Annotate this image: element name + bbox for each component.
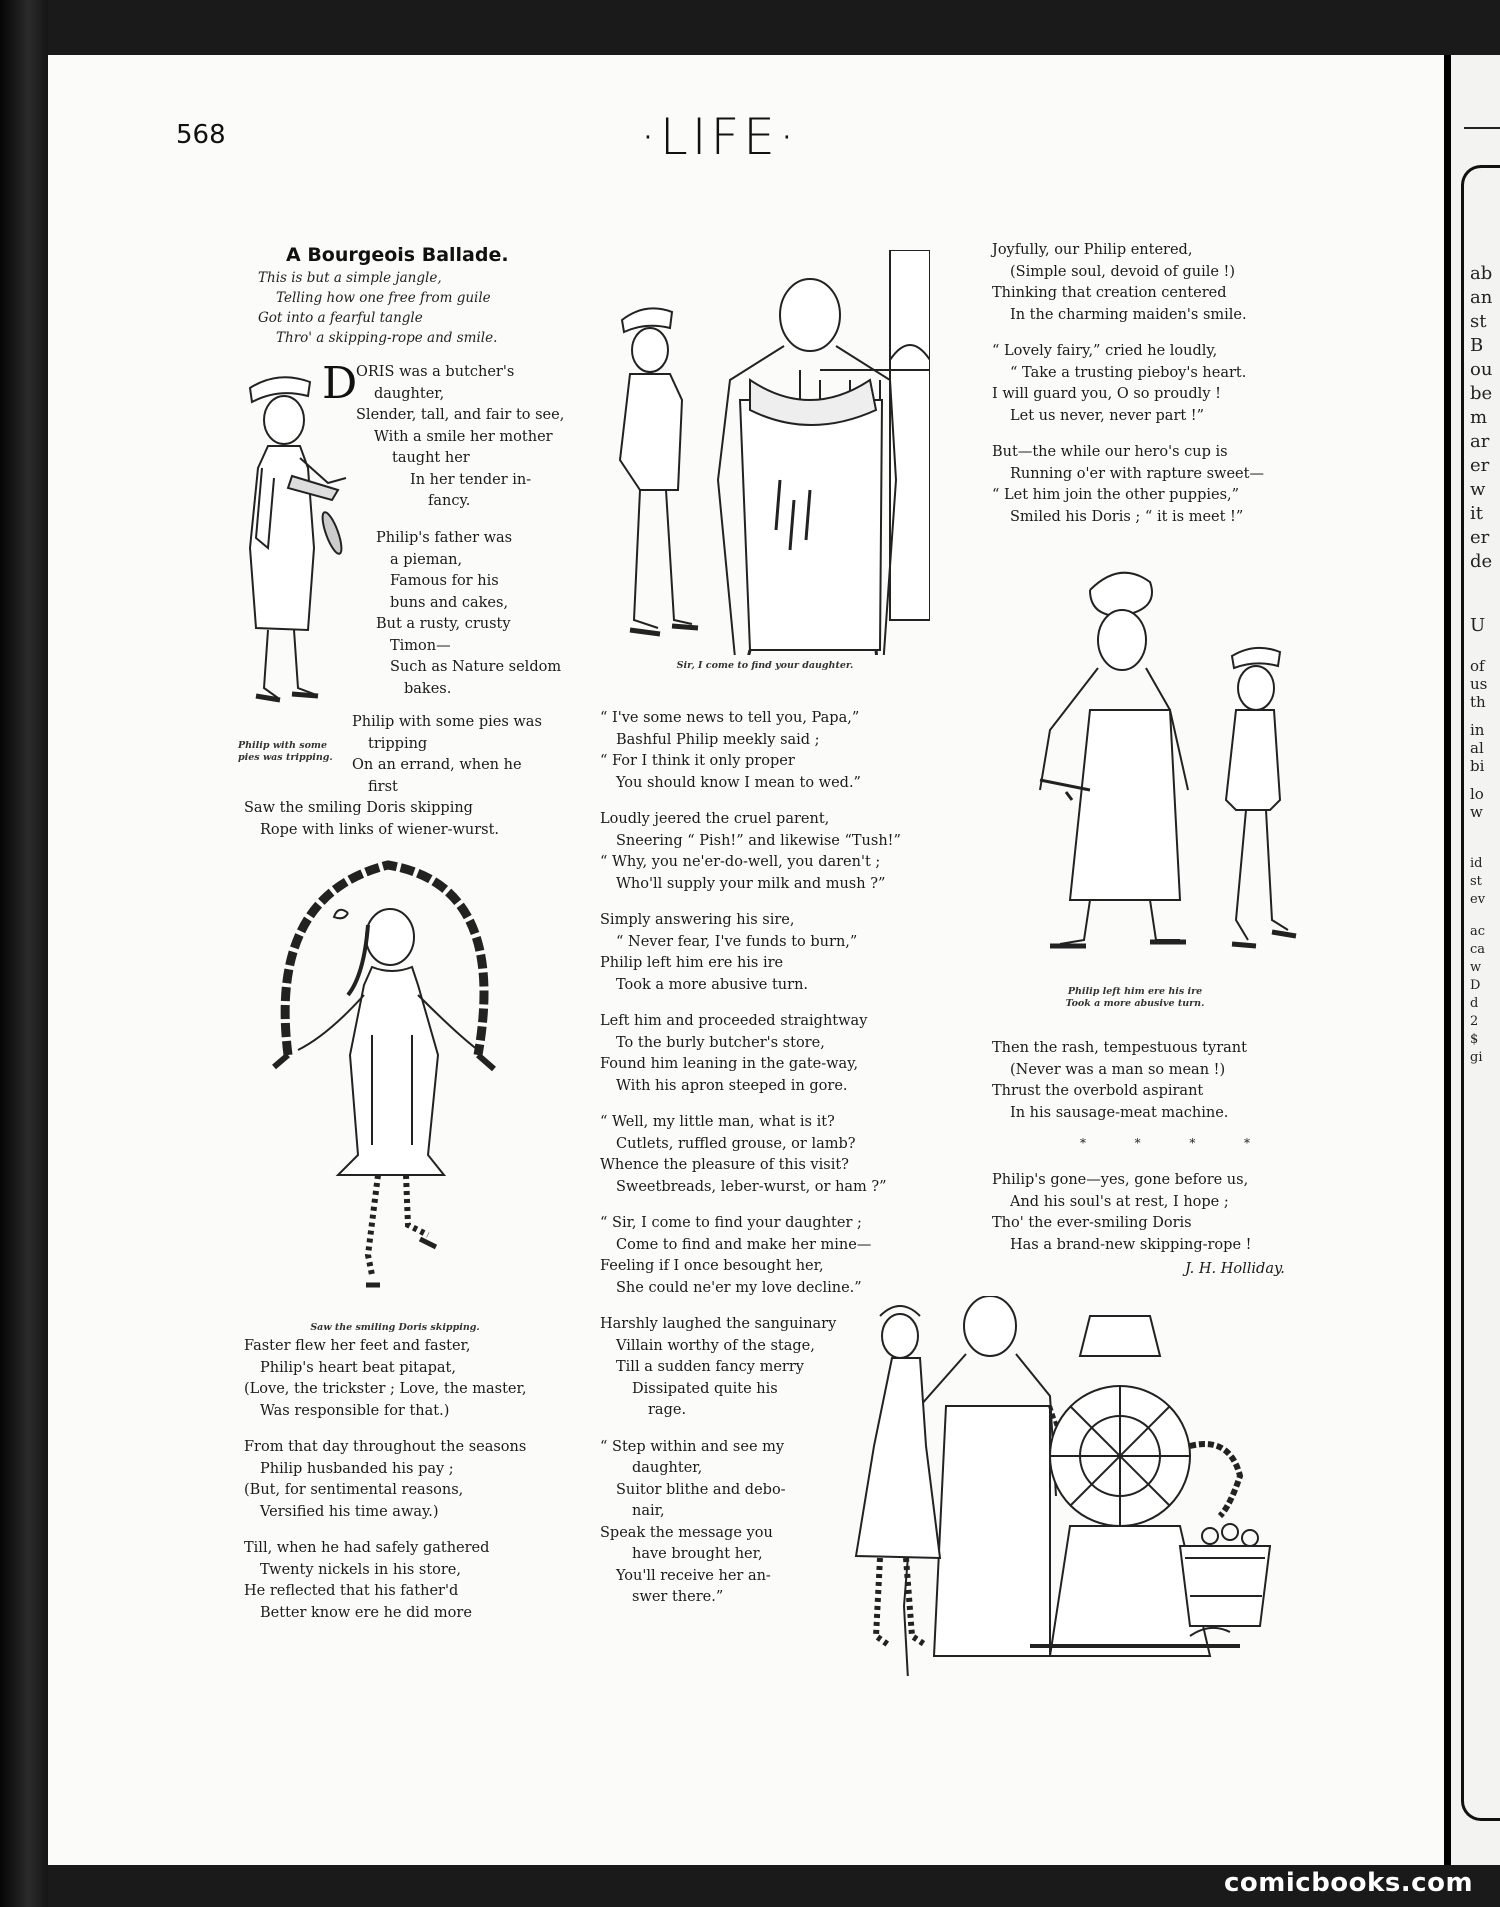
verse-line: Timon— [390,637,451,654]
verse-line: “ I've some news to tell you, Papa,” [600,710,860,726]
verse-line: I will guard you, O so proudly ! [992,386,1221,402]
facing-page-fragment: w [1470,960,1482,975]
masthead-life: ·LIFE· [640,108,799,166]
verse-line: rage. [648,1402,687,1418]
facing-page-fragment: B [1470,335,1484,356]
verse-line: Smiled his Doris ; “ it is meet !” [1010,508,1244,525]
verse-line: In her tender in- [410,471,532,488]
verse-line: Joyfully, our Philip entered, [992,242,1193,258]
verse-line: Saw the smiling Doris skipping [244,800,473,816]
facing-page-fragment: w [1470,479,1486,500]
facing-page-fragment: m [1470,407,1488,428]
author-signature: J. H. Holliday. [1185,1261,1285,1277]
verse-line: Bashful Philip meekly said ; [616,731,820,748]
star: * [1189,1136,1196,1150]
verse-line: Whence the pleasure of this visit? [600,1157,849,1173]
verse-line: Philip's father was [376,530,513,546]
verse-line: Thinking that creation centered [992,285,1227,301]
stanza-gap [600,996,940,1011]
section-break-stars [1080,1136,1250,1150]
verse-line: Philip husbanded his pay ; [260,1460,454,1477]
illustration-philip-father [1010,560,1300,970]
verse-line: And his soul's at rest, I hope ; [1010,1193,1229,1210]
facing-page-edge [1444,55,1500,1865]
verse-line: Such as Nature seldom [390,659,562,675]
stanza-col3-a [992,240,1302,528]
facing-page-fragment: bi [1470,757,1485,775]
facing-page-fragment: al [1470,739,1484,757]
verse-line: ORIS was a butcher's [356,364,515,380]
illustration-philip-pies [228,368,348,718]
facing-page-fragment: 2 [1470,1014,1479,1029]
verse-line: “ Let him join the other puppies,” [992,487,1240,503]
verse-line: Philip with some pies was [352,714,542,730]
verse-line: Philip's gone—yes, gone before us, [992,1172,1249,1188]
verse-line: Took a more abusive turn. [616,976,809,993]
caption-find-daughter: Sir, I come to find your daughter. [676,660,854,671]
stanza-gap [600,794,940,809]
stanza-col1-d [244,798,574,841]
facing-page-fragment: w [1470,803,1483,821]
caption-philip-left [1010,986,1260,1010]
verse-line: “ Take a trusting pieboy's heart. [1010,364,1247,381]
verse-line: From that day throughout the seasons [244,1439,527,1455]
verse-line: He reflected that his father'd [244,1583,459,1599]
stanza-gap [992,326,1302,341]
verse-line: swer there.” [632,1589,724,1605]
verse-line: buns and cakes, [390,594,509,611]
facing-page-fragment: ac [1470,924,1486,939]
star: * [1080,1136,1086,1150]
verse-line: Suitor blithe and debo- [616,1481,786,1498]
facing-page-fragment: id [1470,856,1483,871]
verse-line: Versified his time away.) [260,1503,439,1520]
star: * [1134,1136,1141,1150]
stanza-gap [600,1097,940,1112]
verse-line: “ Step within and see my [600,1438,785,1455]
page-number: 568 [176,120,226,150]
facing-page-fragment: us [1470,675,1488,693]
verse-line: Harshly laughed the sanguinary [600,1316,837,1332]
verse-line: With a smile her mother [374,428,553,445]
facing-page-fragment: st [1470,874,1482,889]
verse-line: Faster flew her feet and faster, [244,1338,471,1354]
verse-line: nair, [632,1503,665,1519]
poem-epigraph [258,268,497,348]
illustration-doris-skipping [268,855,528,1310]
verse-line: Thrust the overbold aspirant [992,1083,1204,1099]
stanza-col3-c [992,1170,1302,1256]
verse-line: She could ne'er my love decline.” [616,1279,862,1296]
facing-page-fragment: an [1470,287,1493,308]
facing-page-fragment: in [1470,721,1485,739]
verse-line: first [368,778,398,795]
illustration-sausage-machine [850,1296,1280,1676]
facing-page-fragment: gi [1470,1050,1483,1065]
facing-page-fragment: er [1470,527,1490,548]
stanza-gap [600,895,940,910]
verse-line: Philip left him ere his ire [600,955,784,971]
verse-line: “ Why, you ne'er-do-well, you daren't ; [600,854,881,870]
verse-line: Philip's heart beat pitapat, [260,1359,456,1376]
epigraph-line: This is but a simple jangle, [258,270,442,286]
facing-page-fragment: st [1470,311,1487,332]
caption-line: Philip with some [238,740,327,751]
stanza-col1-b [376,528,576,700]
verse-line: You'll receive her an- [616,1567,771,1584]
verse-line: Running o'er with rapture sweet— [1010,465,1264,482]
verse-line: (Love, the trickster ; Love, the master, [244,1381,527,1397]
facing-page-fragment: lo [1470,785,1484,803]
facing-page-fragment: it [1470,503,1483,524]
verse-line: Tho' the ever-smiling Doris [992,1215,1192,1231]
verse-line: In his sausage-meat machine. [1010,1104,1229,1121]
caption-doris-skipping: Saw the smiling Doris skipping. [310,1322,480,1333]
facing-page-fragment: d [1470,996,1479,1011]
stanza-col3-b [992,1038,1302,1124]
epigraph-line: Telling how one free from guile [276,290,491,306]
star: * [1243,1136,1250,1150]
stanza-gap [600,1198,940,1213]
facing-page-fragment: ca [1470,942,1486,957]
verse-line: Found him leaning in the gate-way, [600,1056,859,1072]
facing-page-rule [1464,127,1500,129]
stanza-col1-e [244,1336,584,1624]
verse-line: In the charming maiden's smile. [1010,306,1247,323]
verse-line: “ Sir, I come to find your daughter ; [600,1215,862,1231]
facing-page-fragment: of [1470,657,1485,675]
verse-line: Loudly jeered the cruel parent, [600,811,830,827]
verse-line: tripping [368,735,428,752]
caption-line: Took a more abusive turn. [1065,998,1205,1009]
facing-page-fragment: th [1470,693,1486,711]
stanza-gap [244,1422,584,1437]
verse-line: Famous for his [390,573,499,589]
verse-line: Was responsible for that.) [260,1402,450,1419]
verse-line: Let us never, never part !” [1010,407,1205,424]
verse-line: a pieman, [390,551,463,568]
verse-line: Till a sudden fancy merry [616,1359,804,1375]
facing-page-fragment: ev [1470,892,1486,907]
caption-line: pies was tripping. [238,752,333,763]
verse-line: Till, when he had safely gathered [244,1540,490,1556]
verse-line: Villain worthy of the stage, [616,1337,815,1354]
verse-line: have brought her, [632,1546,763,1562]
illustration-philip-butcher [600,250,930,655]
facing-page-fragment: ar [1470,431,1490,452]
verse-line: Twenty nickels in his store, [260,1561,461,1578]
scan-border-left [0,0,48,1907]
stanza-col1-a [356,362,576,513]
watermark: comicbooks.com [1224,1868,1474,1898]
verse-line: Sweetbreads, leber-wurst, or ham ?” [616,1178,887,1195]
verse-line: (Simple soul, devoid of guile !) [1010,263,1236,280]
facing-page-fragment: de [1470,551,1493,572]
facing-page-fragment: ou [1470,359,1493,380]
facing-page-fragment: D [1470,978,1481,993]
verse-line: But—the while our hero's cup is [992,444,1228,460]
verse-line: But a rusty, crusty [376,616,511,632]
verse-line: Left him and proceeded straightway [600,1013,868,1029]
verse-line: Then the rash, tempestuous tyrant [992,1040,1247,1056]
drop-cap: D [322,358,358,409]
poem-title: A Bourgeois Ballade. [286,244,509,266]
verse-line: Feeling if I once besought her, [600,1258,824,1274]
verse-line: daughter, [632,1460,703,1476]
facing-page-fragment: er [1470,455,1490,476]
verse-line: Slender, tall, and fair to see, [356,407,565,423]
facing-page-fragment: be [1470,383,1493,404]
verse-line: On an errand, when he [352,757,522,773]
verse-line: (But, for sentimental reasons, [244,1482,464,1498]
verse-line: Sneering “ Pish!” and likewise “Tush!” [616,832,901,849]
verse-line: Simply answering his sire, [600,912,795,928]
stanza-gap [992,427,1302,442]
stanza-gap [244,1523,584,1538]
facing-page-fragment: ab [1470,263,1493,284]
caption-line: Philip left him ere his ire [1067,986,1203,997]
caption-philip-pies [238,740,348,764]
verse-line: daughter, [374,385,445,402]
verse-line: “ Never fear, I've funds to burn,” [616,933,858,950]
verse-line: taught her [392,450,470,466]
verse-line: With his apron steeped in gore. [616,1077,848,1094]
verse-line: Cutlets, ruffled grouse, or lamb? [616,1135,856,1152]
verse-line: Dissipated quite his [632,1380,778,1397]
verse-line: “ For I think it only proper [600,753,795,769]
verse-line: “ Lovely fairy,” cried he loudly, [992,343,1218,359]
verse-line: Has a brand-new skipping-rope ! [1010,1236,1252,1253]
verse-line: “ Well, my little man, what is it? [600,1114,835,1130]
verse-line: Speak the message you [600,1524,773,1541]
facing-page-fragment: $ [1470,1032,1479,1047]
verse-line: To the burly butcher's store, [616,1034,825,1051]
verse-line: Who'll supply your milk and mush ?” [616,875,886,892]
epigraph-line: Got into a fearful tangle [258,310,423,326]
verse-line: fancy. [428,493,471,509]
verse-line: You should know I mean to wed.” [616,774,861,791]
verse-line: (Never was a man so mean !) [1010,1061,1226,1078]
epigraph-line: Thro' a skipping-rope and smile. [276,330,498,346]
verse-line: Better know ere he did more [260,1604,472,1621]
verse-line: Come to find and make her mine— [616,1236,872,1253]
verse-line: Rope with links of wiener-wurst. [260,821,500,838]
stanza-col1-c [352,712,576,798]
facing-page-fragment: U [1470,615,1486,636]
verse-line: bakes. [404,680,452,697]
